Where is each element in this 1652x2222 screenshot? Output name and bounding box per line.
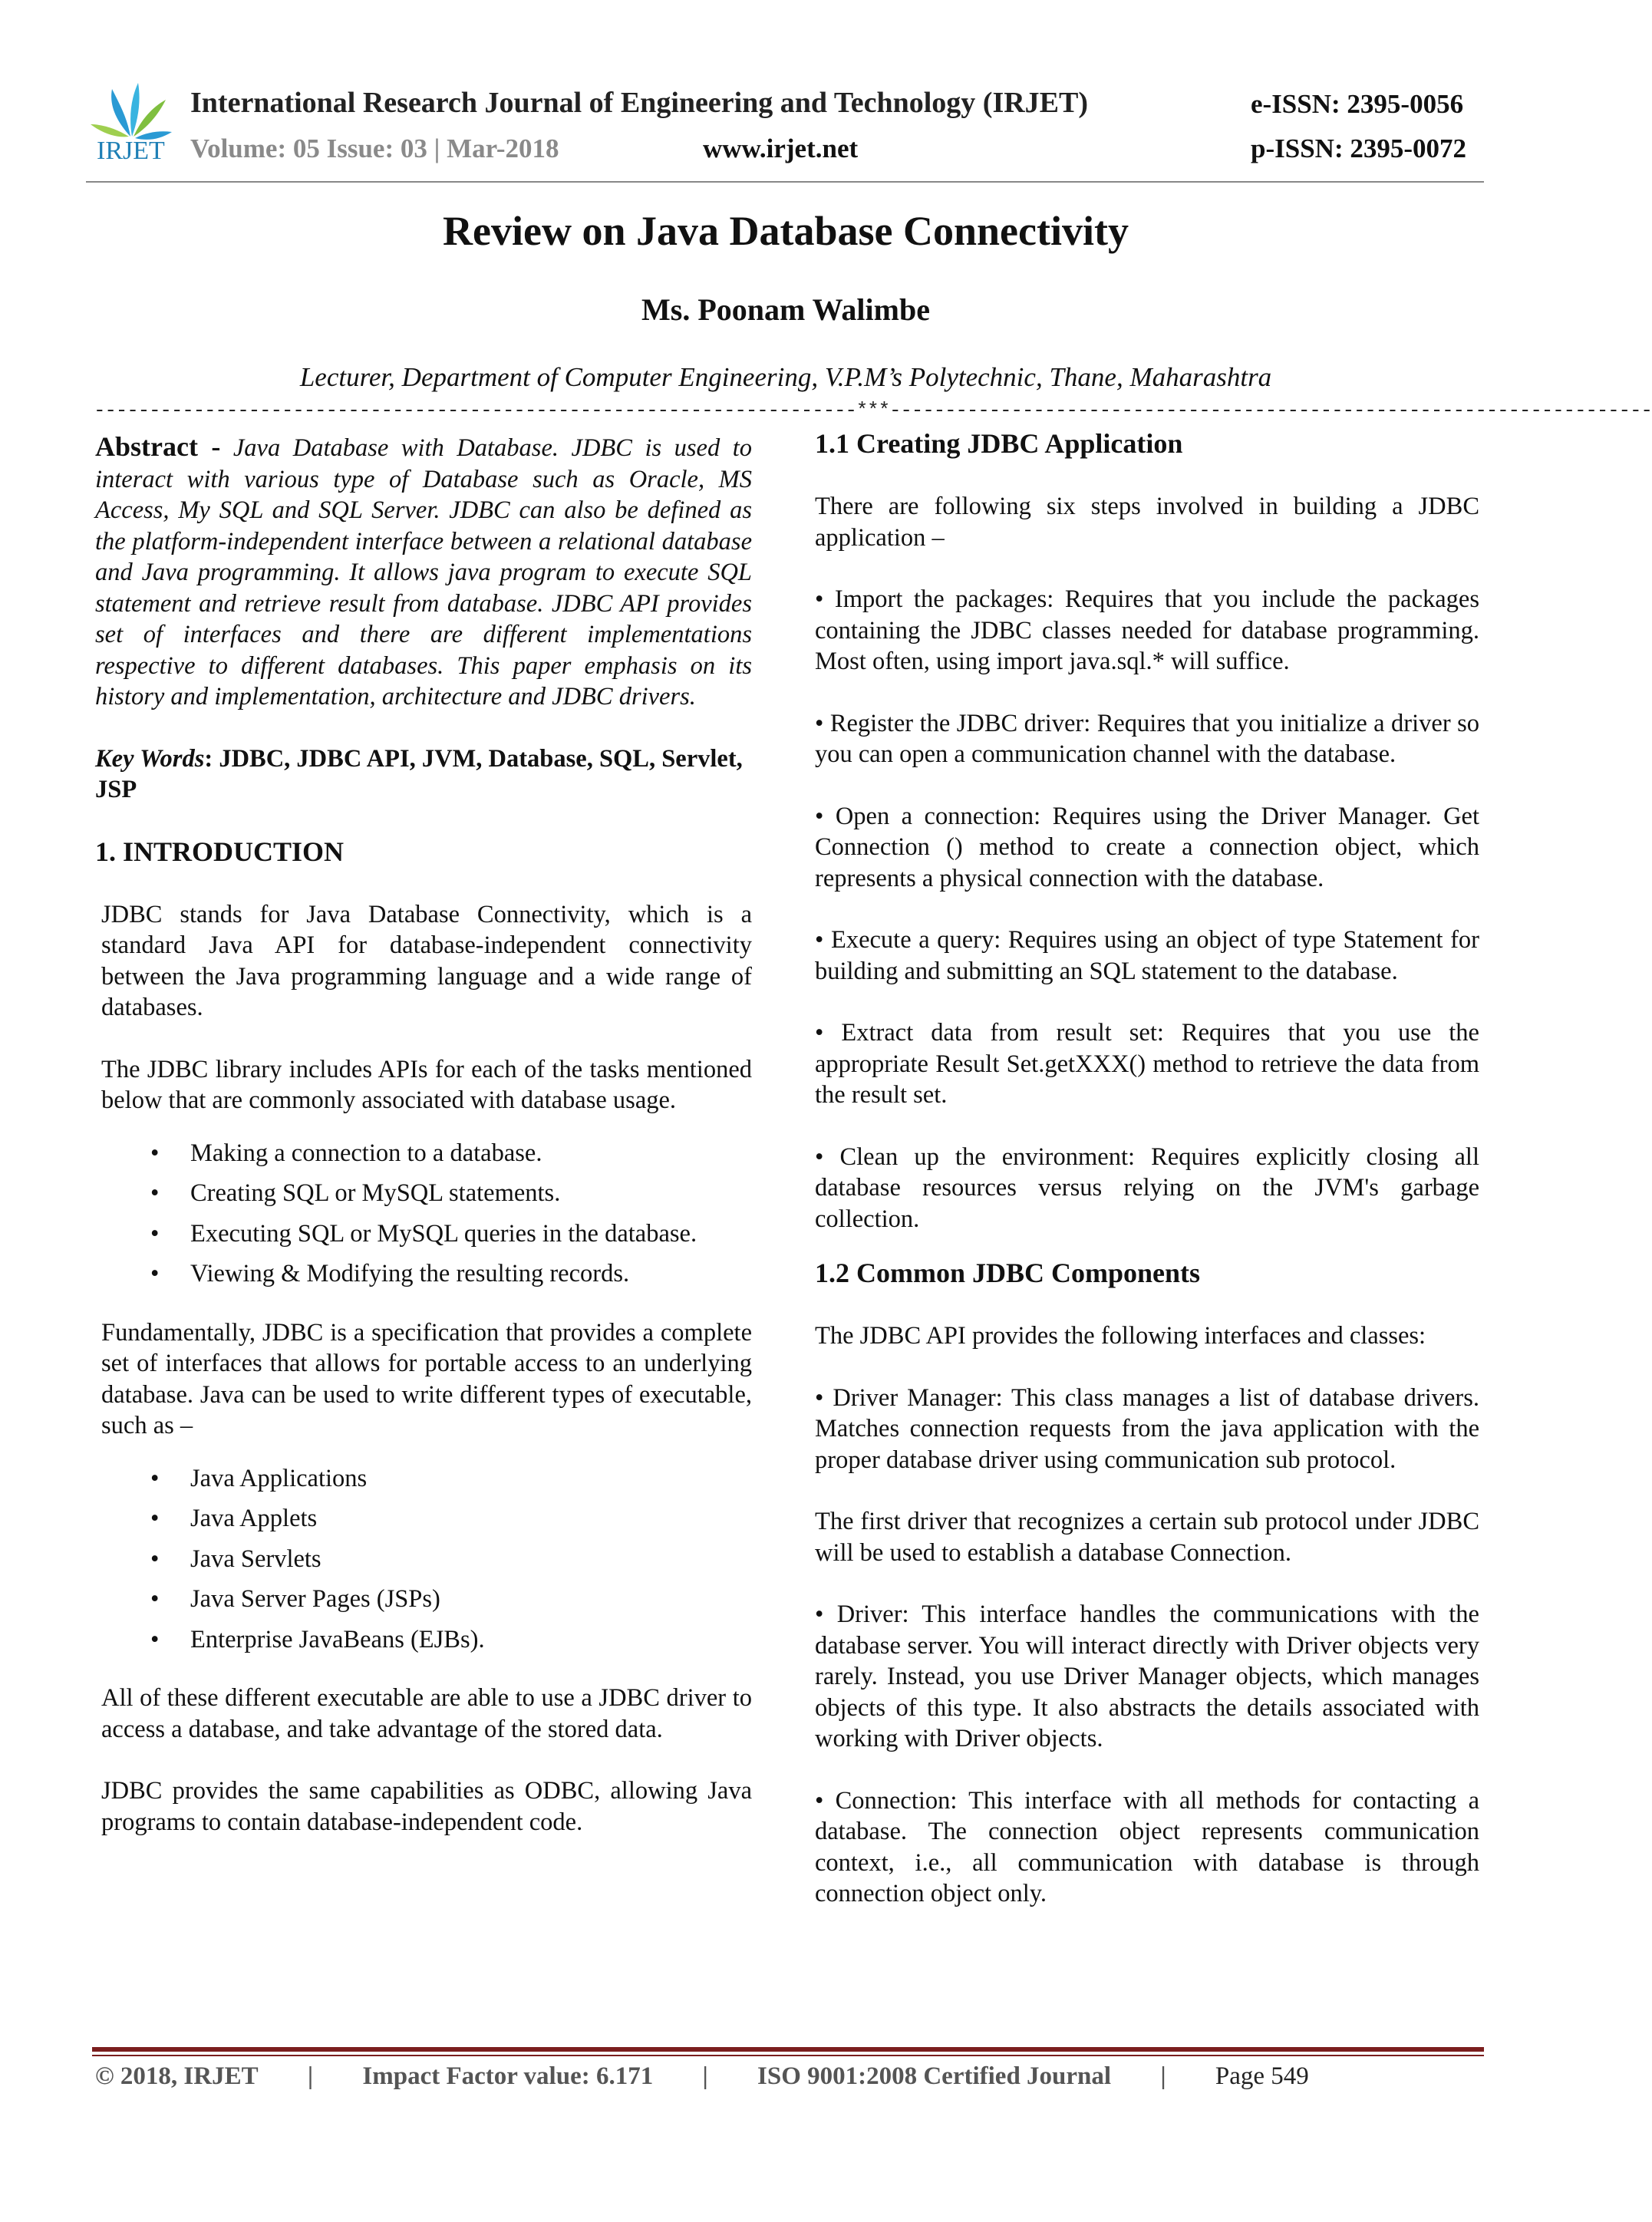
component-paragraph: • Connection: This interface with all methods for contacting a database. The connection object represents communication context, i.e., all communication with database is through connection object only. xyxy=(815,1786,1479,1907)
footer-copyright: © 2018, IRJET xyxy=(95,2062,259,2090)
jdbc-tasks-list xyxy=(95,1133,752,1294)
executables-list xyxy=(95,1459,752,1660)
footer-rule-thin xyxy=(92,2055,1484,2056)
component-paragraph: • Driver Manager: This class manages a list of database drivers. Matches connection requests from the java application with the proper database driver using communication sub protocol. xyxy=(815,1383,1479,1474)
list-item: • Java Servlets xyxy=(95,1539,752,1580)
intro-paragraph-1: JDBC stands for Java Database Connectivity, which is a standard Java API for database-independent connectivity between the Java programming language and a wide range of databases. xyxy=(101,900,752,1021)
journal-url[interactable]: www.irjet.net xyxy=(703,134,859,163)
logo-text: IRJET xyxy=(97,137,165,165)
intro-paragraph-3: Fundamentally, JDBC is a specification that provides a complete set of interfaces that allows for portable access to an underlying database. Java can be used to write different types of executable, such as – xyxy=(101,1318,752,1439)
author-name: Ms. Poonam Walimbe xyxy=(641,292,930,327)
keywords-label: Key Words xyxy=(95,744,205,773)
section-1-2-heading: 1.2 Common JDBC Components xyxy=(815,1258,1201,1288)
e-issn: e-ISSN: 2395-0056 xyxy=(1251,89,1464,119)
author-affiliation: Lecturer, Department of Computer Engineering, V.P.M’s Polytechnic, Thane, Maharashtra xyxy=(299,362,1272,392)
intro-paragraph-2: The JDBC library includes APIs for each of the tasks mentioned below that are commonly associated with database usage. xyxy=(101,1055,752,1114)
keywords-list: JDBC, JDBC API, JVM, Database, SQL, Servlet, JSP xyxy=(95,744,743,803)
footer-page-number: Page 549 xyxy=(1215,2062,1309,2090)
list-item: • Executing SQL or MySQL queries in the database. xyxy=(95,1214,752,1254)
right-column xyxy=(815,428,1479,1910)
list-item: • Enterprise JavaBeans (EJBs). xyxy=(95,1620,752,1660)
step-paragraph: • Clean up the environment: Requires explicitly closing all database resources versus relying on the JVM's garbage collection. xyxy=(815,1142,1479,1233)
section-1-1-heading: 1.1 Creating JDBC Application xyxy=(815,428,1183,459)
footer-iso: ISO 9001:2008 Certified Journal xyxy=(757,2062,1112,2090)
section-1-1-intro: There are following six steps involved in building a JDBC application – xyxy=(815,493,1479,552)
step-paragraph: • Register the JDBC driver: Requires that you initialize a driver so you can open a communication channel with the database. xyxy=(815,709,1479,768)
list-item: • Creating SQL or MySQL statements. xyxy=(95,1173,752,1214)
footer-rule-thick xyxy=(92,2047,1484,2052)
keywords xyxy=(95,743,752,806)
footer-divider: | xyxy=(307,2062,314,2090)
step-paragraph: • Open a connection: Requires using the Driver Manager. Get Connection () method to create a connection object, which represents a physical connection with the database. xyxy=(815,802,1479,892)
section-1-2-intro: The JDBC API provides the following interfaces and classes: xyxy=(815,1322,1426,1350)
list-item: • Java Applications xyxy=(95,1459,752,1499)
list-item: • Java Server Pages (JSPs) xyxy=(95,1579,752,1620)
page-footer xyxy=(95,2062,1309,2091)
left-column xyxy=(95,431,752,1838)
keywords-colon: : xyxy=(204,744,213,773)
intro-paragraph-4: All of these different executable are able to use a JDBC driver to access a database, and take advantage of the stored data. xyxy=(101,1684,752,1743)
paper-title: Review on Java Database Connectivity xyxy=(443,208,1129,254)
p-issn: p-ISSN: 2395-0072 xyxy=(1251,134,1467,163)
list-item: • Making a connection to a database. xyxy=(95,1133,752,1174)
volume-issue: Volume: 05 Issue: 03 | Mar-2018 xyxy=(190,134,559,163)
intro-paragraph-5: JDBC provides the same capabilities as ODBC, allowing Java programs to contain database-independent code. xyxy=(101,1777,752,1836)
component-paragraph: The first driver that recognizes a certain sub protocol under JDBC will be used to establish a database Connection. xyxy=(815,1508,1479,1567)
component-paragraph: • Driver: This interface handles the communications with the database server. You will interact directly with Driver objects very rarely. Instead, you use Driver Manager objects, which manages objects of this type. It also abstracts the details associated with working with Driver objects. xyxy=(815,1601,1479,1752)
footer-divider: | xyxy=(702,2062,708,2090)
list-item: • Viewing & Modifying the resulting records. xyxy=(95,1254,752,1294)
abstract-label: Abstract - xyxy=(95,431,221,462)
journal-title: International Research Journal of Engineering and Technology (IRJET) xyxy=(190,87,1089,119)
abstract xyxy=(95,431,752,713)
step-paragraph: • Execute a query: Requires using an object of type Statement for building and submitting an SQL statement to the database. xyxy=(815,926,1479,985)
list-item: • Java Applets xyxy=(95,1498,752,1539)
abstract-text: Java Database with Database. JDBC is used to interact with various type of Database such as Oracle, MS Access, My SQL and SQL Server. JDBC can also be defined as the platform-independent interface between a relational database and Java programming. It allows java program to execute SQL statement and retrieve result from database. JDBC API provides set of interfaces and there are different implementations respective to different databases. This paper emphasis on its history and implementation, architecture and JDBC drivers. xyxy=(95,434,753,710)
step-paragraph: • Import the packages: Requires that you include the packages containing the JDBC classes needed for database programming. Most often, using import java.sql.* will suffice. xyxy=(815,585,1479,675)
introduction-heading: 1. INTRODUCTION xyxy=(95,836,345,867)
header-divider xyxy=(86,181,1484,183)
section-separator: ---------------------------------------------------------------------***--------------------------------------------------------------------- xyxy=(94,399,1652,422)
footer-divider: | xyxy=(1160,2062,1166,2090)
footer-impact-factor: Impact Factor value: 6.171 xyxy=(362,2062,654,2090)
step-paragraph: • Extract data from result set: Requires that you use the appropriate Result Set.getXXX() method to retrieve the data from the result set. xyxy=(815,1019,1479,1109)
